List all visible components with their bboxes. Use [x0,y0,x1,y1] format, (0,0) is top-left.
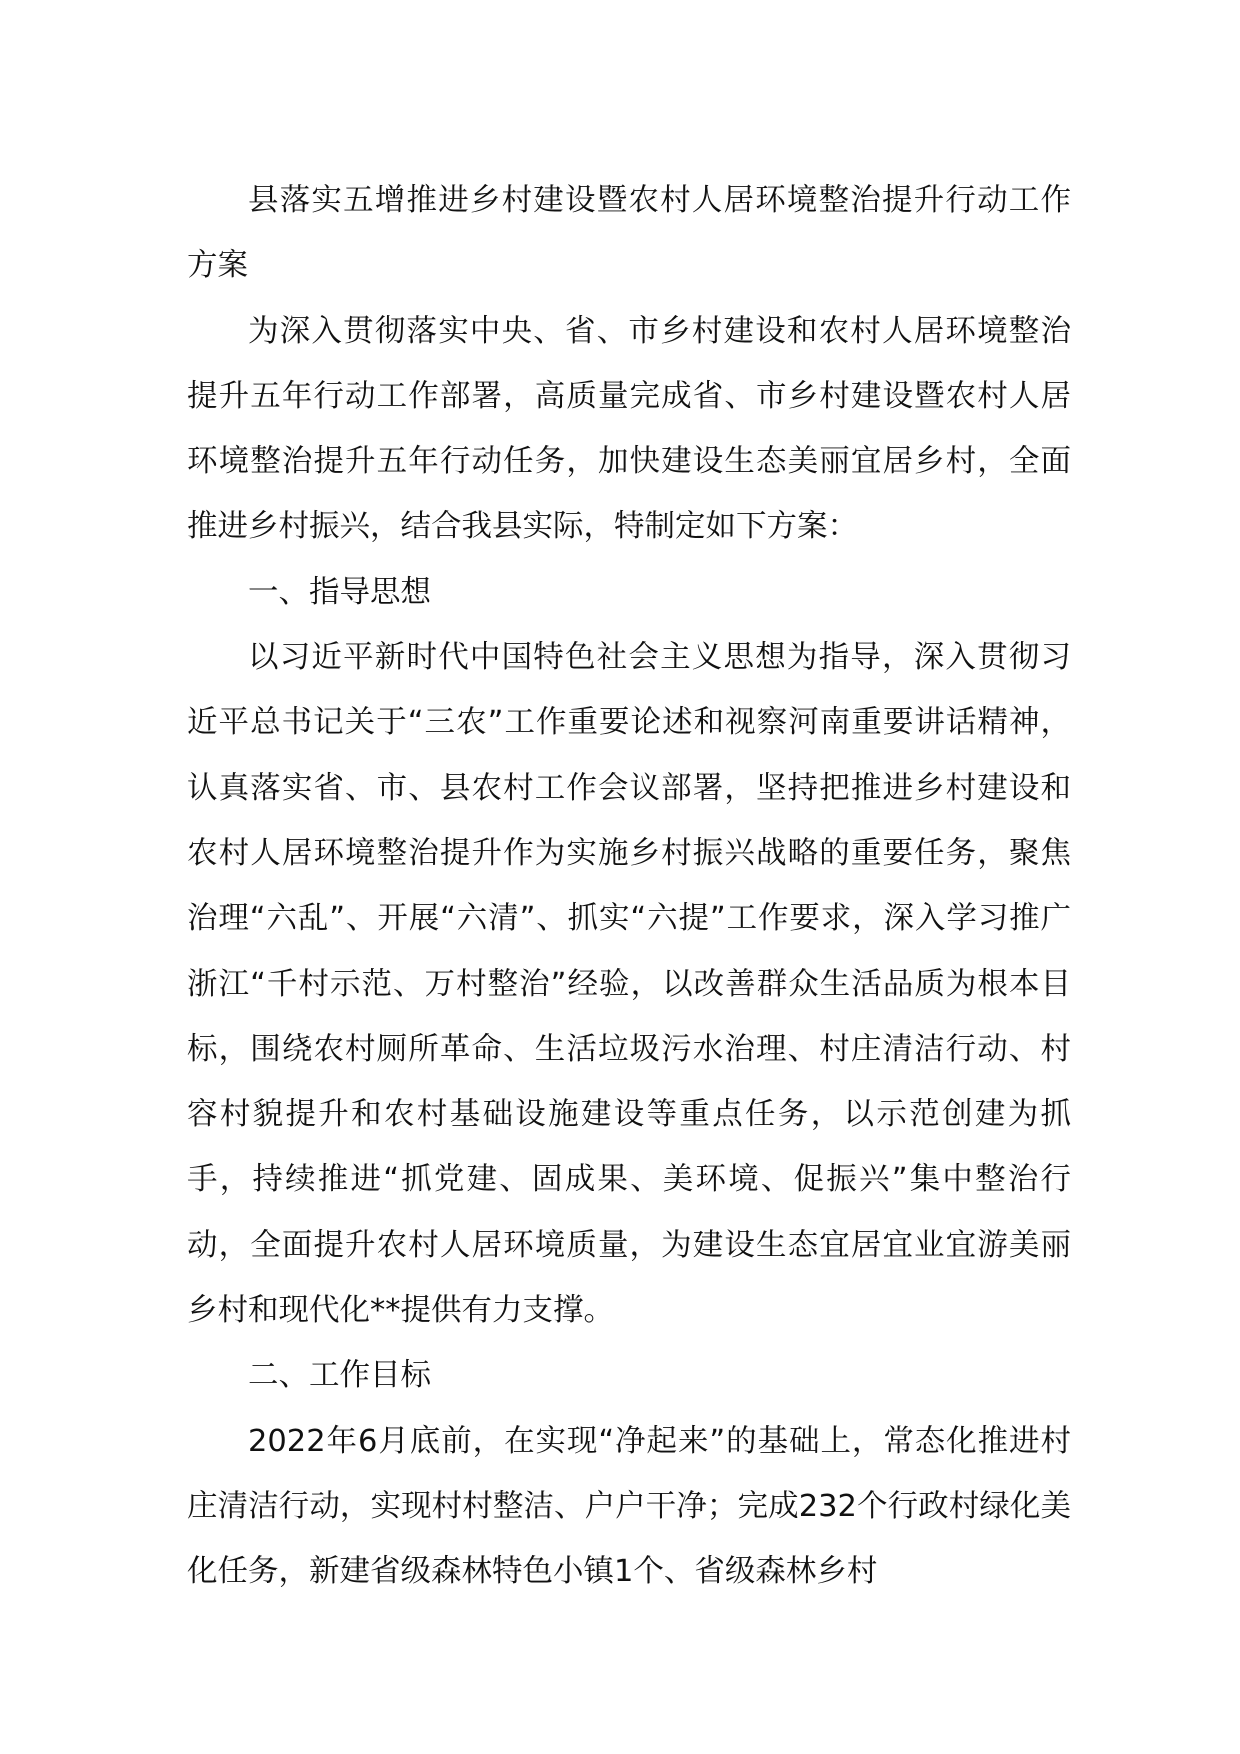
guiding-ideology-paragraph: 以习近平新时代中国特色社会主义思想为指导，深入贯彻习近平总书记关于“三农”工作重要论述和视察河南重要讲话精神，认真落实省、市、县农村工作会议部署，坚持把推进乡村建设和农村人居环境整治提升作为实施乡村振兴战略的重要任务，聚焦治理“六乱”、开展“六清”、抓实“六提”工作要求，深入学习推广浙江“千村示范、万村整治”经验，以改善群众生活品质为根本目标，围绕农村厕所革命、生活垃圾污水治理、村庄清洁行动、村容村貌提升和农村基础设施建设等重点任务，以示范创建为抓手，持续推进“抓党建、固成果、美环境、促振兴”集中整治行动，全面提升农村人居环境质量，为建设生态宜居宜业宜游美丽乡村和现代化**提供有力支撑。 [187,640,1071,1329]
section-heading-guiding-ideology: 一、指导思想 [248,574,431,610]
section-heading-work-goals: 二、工作目标 [248,1358,431,1394]
document-title: 县落实五增推进乡村建设暨农村人居环境整治提升行动工作方案 [187,183,1071,284]
work-goals-paragraph: 2022年6月底前，在实现“净起来”的基础上，常态化推进村庄清洁行动，实现村村整洁、户户干净；完成232个行政村绿化美化任务，新建省级森林特色小镇1个、省级森林乡村 [187,1423,1071,1590]
document-body [187,168,1071,1605]
intro-paragraph: 为深入贯彻落实中央、省、市乡村建设和农村人居环境整治提升五年行动工作部署，高质量完成省、市乡村建设暨农村人居环境整治提升五年行动任务，加快建设生态美丽宜居乡村，全面推进乡村振兴，结合我县实际，特制定如下方案： [187,313,1071,545]
